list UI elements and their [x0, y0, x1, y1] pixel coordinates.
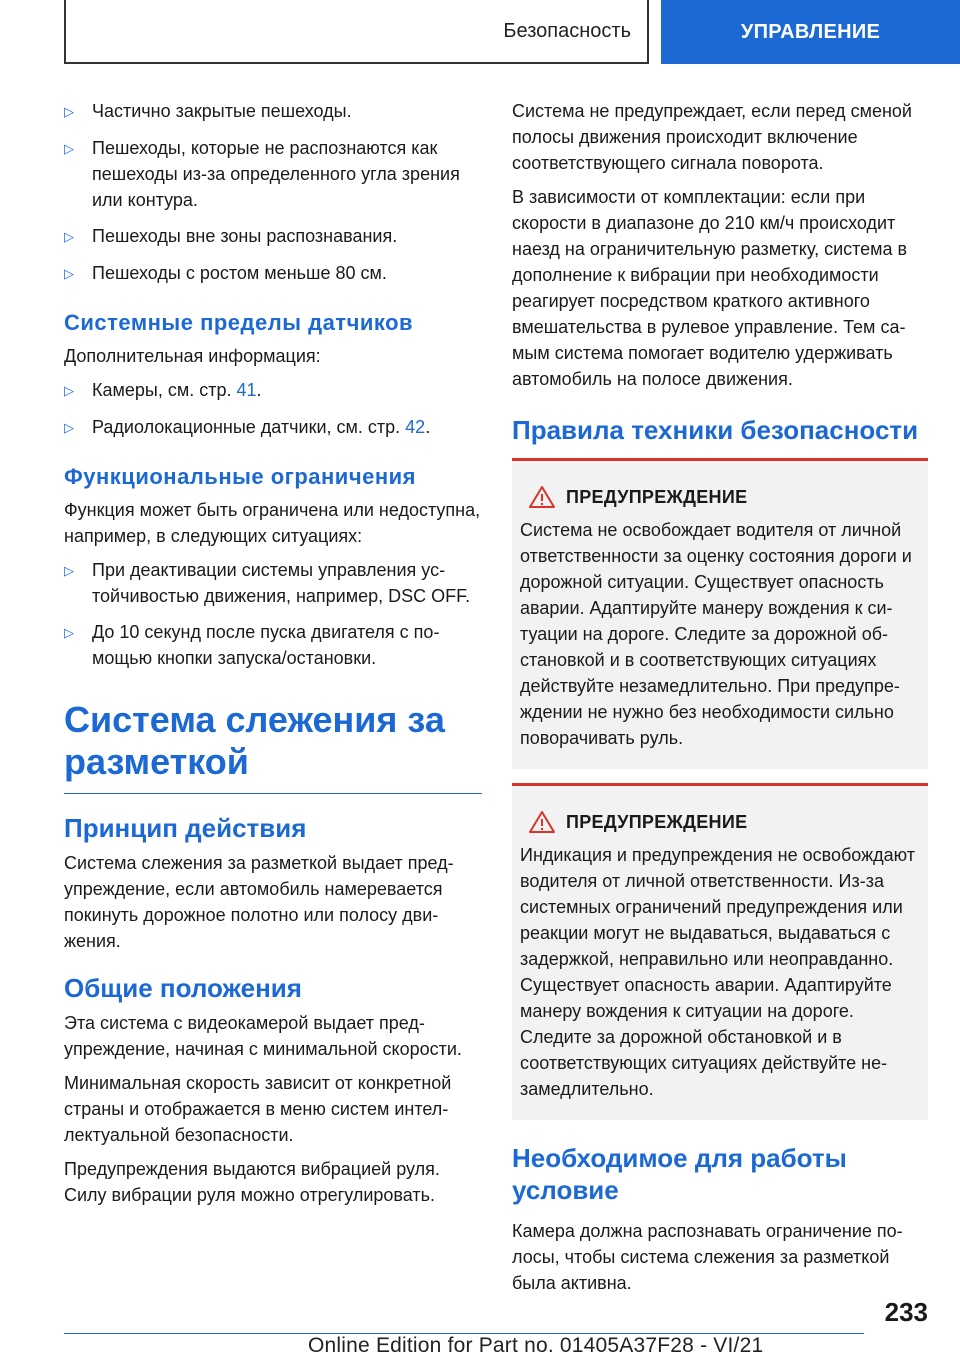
principle-heading: Принцип действия — [64, 813, 307, 843]
list-item: ▷ Частично закрытые пешеходы. — [64, 98, 482, 125]
list-item: ▷ Радиолокационные датчики, см. стр. 42. — [64, 414, 482, 441]
bullet-triangle-icon: ▷ — [64, 104, 74, 119]
general-p1: Эта система с видеокамерой выдает предупреждение, начиная с минимальной скорости. — [64, 1013, 462, 1059]
chapter-tab[interactable] — [661, 0, 960, 64]
edition-text: Online Edition for Part no. 01405A37F28 - VI/21 — [308, 1334, 764, 1357]
bullet-triangle-icon: ▷ — [64, 266, 74, 281]
warning-title: ПРЕДУПРЕЖДЕНИЕ — [566, 811, 748, 832]
warning-title: ПРЕДУПРЕЖДЕНИЕ — [566, 486, 748, 507]
list-item: ▷ Пешеходы вне зоны распознавания. — [64, 223, 482, 250]
warning-triangle-icon — [528, 810, 556, 834]
list-item: ▷ При деактивации системы управления устойчивостью движения, например, DSC OFF. — [64, 557, 482, 609]
list-item: ▷ Камеры, см. стр. 41. — [64, 377, 482, 404]
right-p2: В зависимости от комплектации: если при скорости в диапазоне до 210 км/ч происходит наезд на ограничительную разметку, система в дополнение к вибрации при необходимости реагирует посредством краткого активного вмешательства в рулевое управление. Тем самым система помогает водителю удерживать автомобиль на полосе движения. — [512, 187, 908, 389]
general-heading: Общие положения — [64, 973, 302, 1003]
functional-limits-heading: Функциональные ограничения — [64, 464, 416, 489]
warning-triangle-icon — [528, 485, 556, 509]
left-column — [64, 98, 482, 1216]
functional-limits-intro: Функция может быть ограничена или недоступна, например, в следующих ситуациях: — [64, 500, 481, 546]
chapter-label: УПРАВЛЕНИЕ — [740, 20, 881, 43]
warning-box — [512, 783, 928, 1120]
lane-system-heading: Система слежения за разметкой — [64, 699, 482, 794]
list-item: ▷ До 10 секунд после пуска двигателя с помощью кнопки запуска/остановки. — [64, 619, 482, 671]
general-p2: Минимальная скорость зависит от конкретной страны и отображается в меню систем интеллектуальной безопасности. — [64, 1073, 452, 1145]
warning-text: Индикация и предупреждения не освобождают водителя от личной ответственности. Из-за системных ограничений предупреждения или реакции могут не выдаваться, выдаваться с задержкой, неправильно или неоправданно. Существует опасность аварии. Адаптируйте манеру вождения к ситуации на дороге. Следите за дорожной обстановкой и в соответствующих ситуациях действуйте незамедлительно. — [520, 845, 915, 1099]
page-link-41[interactable]: 41 — [236, 380, 257, 400]
page-link-42[interactable]: 42 — [405, 417, 426, 437]
bullet-triangle-icon: ▷ — [64, 229, 74, 244]
warning-box — [512, 458, 928, 769]
general-p3: Предупреждения выдаются вибрацией руля. Силу вибрации руля можно отрегулировать. — [64, 1159, 440, 1205]
sensor-limits-heading: Системные пределы датчиков — [64, 310, 414, 335]
requirements-heading: Необходимое для работы условие — [512, 1143, 847, 1205]
list-item: ▷ Пешеходы с ростом меньше 80 см. — [64, 260, 482, 287]
warning-text: Система не освобождает водителя от личной ответственности за оценку состояния дороги и дорожной ситуации. Существует опасность аварии. Адаптируйте манеру вождения к ситуации на дороге. Следите за дорожной обстановкой и в соответствующих ситуациях действуйте незамедлительно. При предупреждении не нужно без необходимости сильно поворачивать руль. — [520, 520, 912, 748]
requirements-text: Камера должна распознавать ограничение полосы, чтобы система слежения за разметкой была активна. — [512, 1221, 903, 1293]
right-column — [512, 98, 928, 1304]
safety-heading: Правила техники безопасности — [512, 415, 919, 445]
bullet-triangle-icon: ▷ — [64, 625, 74, 640]
bullet-triangle-icon: ▷ — [64, 383, 74, 398]
page-header — [0, 0, 960, 64]
bullet-triangle-icon: ▷ — [64, 563, 74, 578]
bullet-triangle-icon: ▷ — [64, 420, 74, 435]
right-p1: Система не предупреждает, если перед сменой полосы движения происходит включение соответствующего сигнала поворота. — [512, 101, 912, 173]
section-label: Безопасность — [503, 19, 631, 42]
list-item: ▷ Пешеходы, которые не распознаются как пешеходы из-за определенного угла зрения или контура. — [64, 135, 482, 213]
bullet-triangle-icon: ▷ — [64, 141, 74, 156]
sensor-limits-intro: Дополнительная информация: — [64, 346, 321, 366]
page-number: 233 — [884, 1297, 928, 1327]
section-tab[interactable] — [64, 0, 649, 64]
principle-text: Система слежения за разметкой выдает предупреждение, если автомобиль намеревается покинуть дорожное полотно или полосу движения. — [64, 853, 454, 951]
